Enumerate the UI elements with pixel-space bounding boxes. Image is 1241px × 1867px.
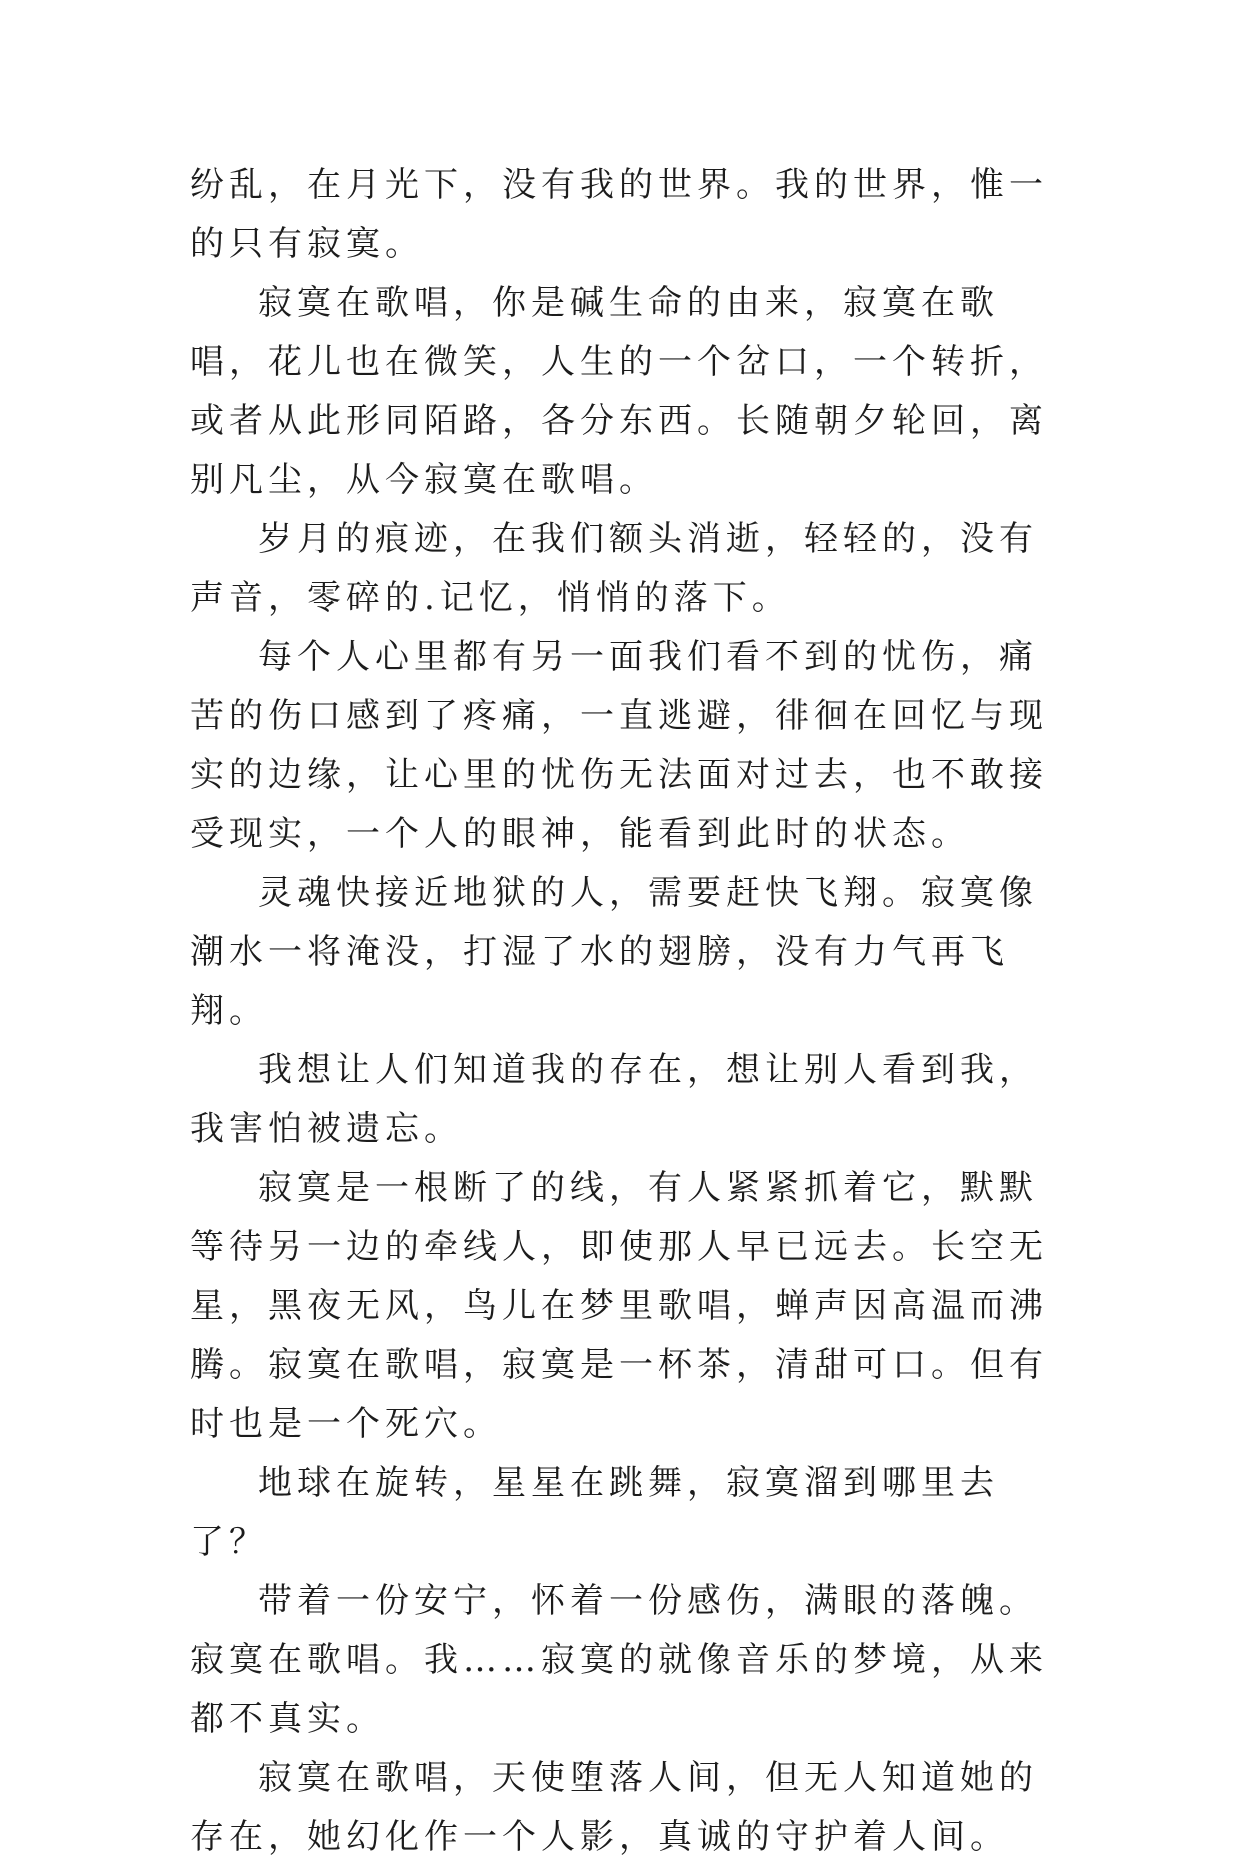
paragraph: 每个人心里都有另一面我们看不到的忧伤，痛苦的伤口感到了疼痛，一直逃避，徘徊在回忆与现实的边缘，让心里的忧伤无法面对过去，也不敢接受现实，一个人的眼神，能看到此时的状态。 (190, 637, 1048, 854)
paragraph: 带着一份安宁，怀着一份感伤，满眼的落魄。寂寞在歌唱。我……寂寞的就像音乐的梦境，从来都不真实。 (190, 1581, 1048, 1739)
paragraph: 寂寞是一根断了的线，有人紧紧抓着它，默默等待另一边的牵线人，即使那人早已远去。长空无星，黑夜无风，鸟儿在梦里歌唱，蝉声因高温而沸腾。寂寞在歌唱，寂寞是一杯茶，清甜可口。但有时也是一个死穴。 (190, 1168, 1048, 1444)
paragraph: 地球在旋转，星星在跳舞，寂寞溜到哪里去了？ (190, 1463, 999, 1562)
document-body (190, 156, 1060, 1867)
paragraph: 我想让人们知道我的存在，想让别人看到我，我害怕被遗忘。 (190, 1050, 1038, 1149)
paragraph: 纷乱，在月光下，没有我的世界。我的世界，惟一的只有寂寞。 (190, 165, 1048, 264)
paragraph: 寂寞在歌唱，你是碱生命的由来，寂寞在歌唱，花儿也在微笑，人生的一个岔口，一个转折，或者从此形同陌路，各分东西。长随朝夕轮回，离别凡尘，从今寂寞在歌唱。 (190, 283, 1048, 500)
paragraph: 寂寞在歌唱，天使堕落人间，但无人知道她的存在，她幻化作一个人影，真诚的守护着人间。 (190, 1758, 1038, 1857)
paragraph: 灵魂快接近地狱的人，需要赶快飞翔。寂寞像潮水一将淹没，打湿了水的翅膀，没有力气再飞翔。 (190, 873, 1038, 1031)
paragraph: 岁月的痕迹，在我们额头消逝，轻轻的，没有声音，零碎的.记忆，悄悄的落下。 (190, 519, 1038, 618)
